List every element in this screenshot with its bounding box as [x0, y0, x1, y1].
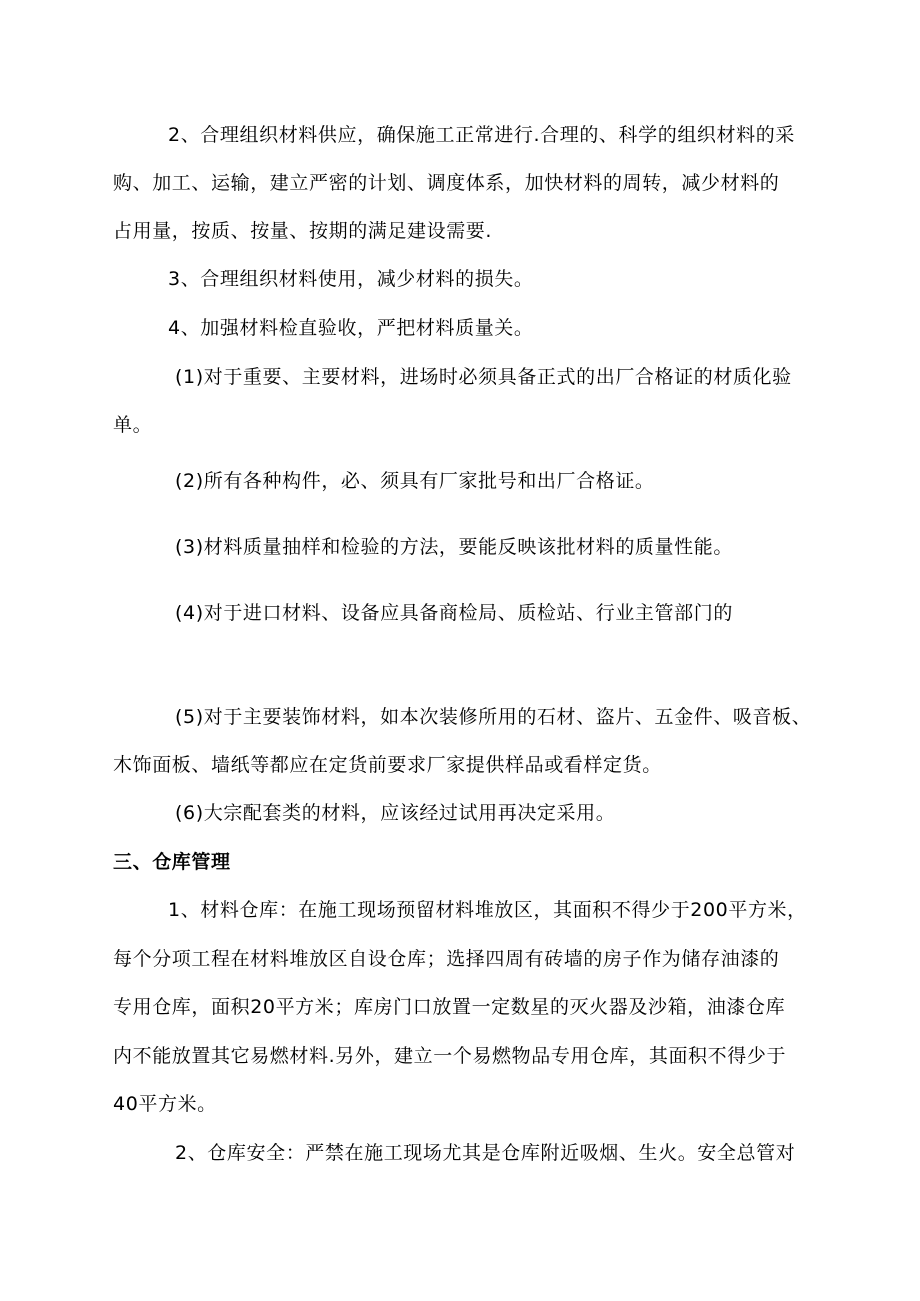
paragraph-line: (1)对于重要、主要材料，进场时必须具备正式的出厂合格证的材质化验: [175, 366, 792, 388]
paragraph-line: 40平方米。: [113, 1093, 217, 1115]
paragraph-line: (4)对于进口材料、设备应具备商检局、质检站、行业主管部门的: [175, 602, 733, 624]
paragraph-line: 2、仓库安全：严禁在施工现场尤其是仓库附近吸烟、生火。安全总管对: [175, 1142, 796, 1164]
paragraph-line: (5)对于主要装饰材料，如本次装修所用的石材、盗片、五金件、吸音板、: [175, 706, 812, 728]
paragraph-line: (2)所有各种构件，必、须具有厂家批号和出厂合格证。: [175, 470, 655, 492]
paragraph-line: 1、材料仓库：在施工现场预留材料堆放区，其面积不得少于200平方米，: [168, 899, 807, 921]
paragraph-line: 4、加强材料检直验收，严把材料质量关。: [168, 317, 534, 339]
paragraph-line: 内不能放置其它易燃材料.另外，建立一个易燃物品专用仓库，其面积不得少于: [113, 1045, 787, 1067]
paragraph-line: 每个分项工程在材料堆放区自设仓库；选择四周有砖墙的房子作为储存油漆的: [113, 948, 780, 970]
paragraph-line: 占用量，按质、按量、按期的满足建设需要.: [113, 220, 493, 242]
paragraph-line: 购、加工、运输，建立严密的计划、调度体系，加快材料的周转，减少材料的: [113, 172, 780, 194]
paragraph-line: 2、合理组织材料供应，确保施工正常进行.合理的、科学的组织材料的采: [168, 124, 795, 146]
section-heading: 三、仓库管理: [113, 851, 231, 873]
paragraph-line: (6)大宗配套类的材料，应该经过试用再决定采用。: [175, 802, 616, 824]
paragraph-line: 单。: [113, 414, 153, 436]
paragraph-line: 3、合理组织材料使用，减少材料的损失。: [168, 268, 534, 290]
paragraph-line: (3)材料质量抽样和检验的方法，要能反映该批材料的质量性能。: [175, 536, 733, 558]
paragraph-line: 木饰面板、墙纸等都应在定货前要求厂家提供样品或看样定货。: [113, 754, 662, 776]
paragraph-line: 专用仓库，面积20平方米；库房门口放置一定数星的灭火器及沙箱，油漆仓库: [113, 996, 786, 1018]
